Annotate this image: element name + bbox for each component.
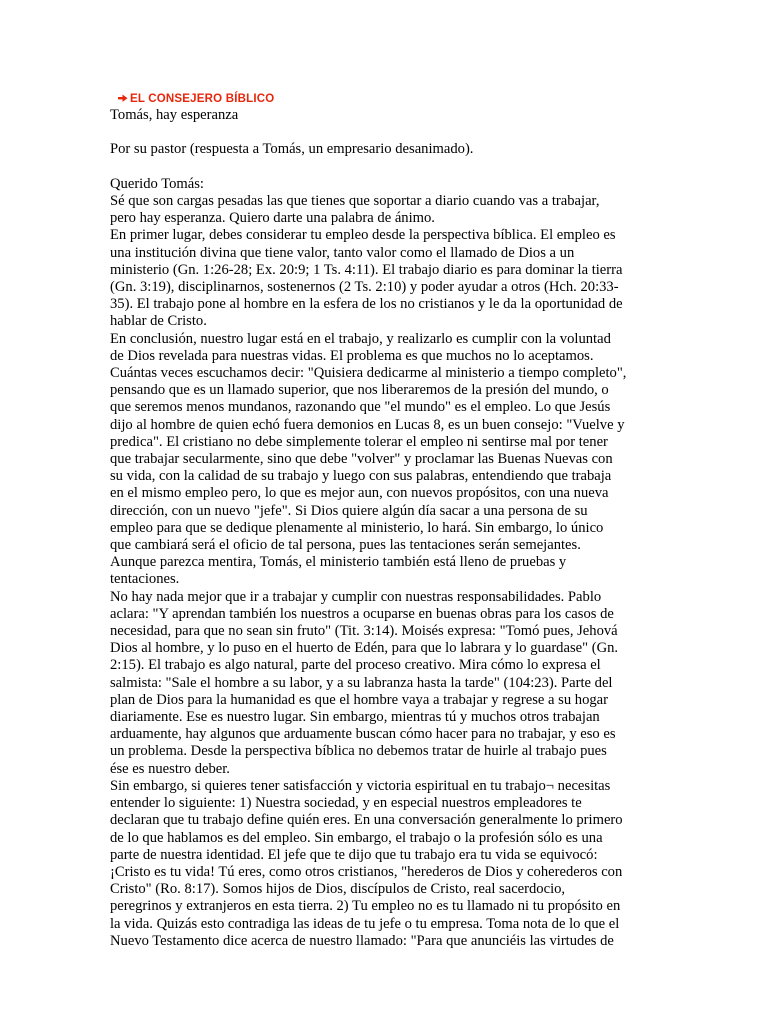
body-line: En primer lugar, debes considerar tu empleo desde la perspectiva bíblica. El empleo es — [110, 227, 616, 244]
body-line: Sin embargo, si quieres tener satisfacción y victoria espiritual en tu trabajo¬ necesitas — [110, 777, 611, 794]
body-line: arduamente, hay algunos que arduamente buscan cómo hacer para no trabajar, y eso es — [110, 726, 616, 743]
body-line: que seremos menos mundanos, razonando que "el mundo" es el empleo. Lo que Jesús — [110, 399, 611, 416]
section-header — [118, 90, 658, 107]
article-byline: Por su pastor (respuesta a Tomás, un empresario desanimado). — [110, 141, 474, 158]
body-line: en el mismo empleo pero, lo que es mejor aun, con nuevos propósitos, con una nueva — [110, 485, 609, 502]
body-line: empleo para que se dedique plenamente al ministerio, lo hará. Sin embargo, lo único — [110, 519, 604, 536]
body-line: entender lo siguiente: 1) Nuestra sociedad, y en especial nuestros empleadores te — [110, 795, 582, 812]
body-line: pensando que es un llamado superior, que nos liberaremos de la presión del mundo, o — [110, 382, 609, 399]
spacer — [110, 124, 658, 141]
body-line: la vida. Quizás esto contradiga las ideas de tu jefe o tu empresa. Toma nota de lo que el — [110, 915, 620, 932]
body-line: una institución divina que tiene valor, tanto valor como el llamado de Dios a un — [110, 244, 575, 261]
body-line: Cuántas veces escuchamos decir: "Quisiera dedicarme al ministerio a tiempo completo", — [110, 365, 627, 382]
section-label: EL CONSEJERO BÍBLICO — [130, 92, 275, 105]
body-line: parte de nuestra identidad. El jefe que te dijo que tu trabajo era tu vida se equivocó: — [110, 846, 598, 863]
body-line: tentaciones. — [110, 571, 180, 588]
article-title: Tomás, hay esperanza — [110, 107, 239, 123]
body-line: ministerio (Gn. 1:26-28; Ex. 20:9; 1 Ts. 4:11). El trabajo diario es para dominar la tierra — [110, 261, 623, 278]
body-line: Aunque parezca mentira, Tomás, el ministerio también está lleno de pruebas y — [110, 554, 567, 571]
letter-greeting: Querido Tomás: — [110, 175, 204, 192]
body-line: que cambiará será el oficio de tal persona, pues las tentaciones serán semejantes. — [110, 537, 581, 554]
body-line: (Gn. 3:19), disciplinarnos, sostenernos (2 Ts. 2:10) y poder ayudar a otros (Hch. 20:33- — [110, 279, 619, 295]
body-line: pero hay esperanza. Quiero darte una palabra de ánimo. — [110, 210, 435, 227]
body-line: de Dios revelada para nuestras vidas. El problema es que muchos no lo aceptamos. — [110, 347, 594, 364]
arrow-right-icon — [118, 93, 128, 103]
body-line: Dios al hombre, y lo puso en el huerto de Edén, para que lo labrara y lo guardase" (Gn. — [110, 640, 619, 657]
body-line: 2:15). El trabajo es algo natural, parte del proceso creativo. Mira cómo lo expresa el — [110, 657, 601, 674]
body-line: salmista: "Sale el hombre a su labor, y a su labranza hasta la tarde" (104:23). Parte del — [110, 674, 613, 691]
body-line: dirección, con un nuevo "jefe". Si Dios quiere algún día sacar a una persona de su — [110, 502, 588, 519]
body-line: un problema. Desde la perspectiva bíblica no debemos tratar de huirle al trabajo pues — [110, 743, 607, 760]
body-line: predica". El cristiano no debe simplemente tolerar el empleo ni sentirse mal por tener — [110, 433, 608, 450]
body-line: Sé que son cargas pesadas las que tienes que soportar a diario cuando vas a trabajar, — [110, 192, 600, 209]
document-page — [110, 90, 658, 950]
body-line: hablar de Cristo. — [110, 313, 207, 330]
body-line: Cristo" (Ro. 8:17). Somos hijos de Dios, discípulos de Cristo, real sacerdocio, — [110, 881, 566, 898]
body-line: No hay nada mejor que ir a trabajar y cumplir con nuestras responsabilidades. Pablo — [110, 588, 602, 605]
body-line: necesidad, para que no sean sin fruto" (Tit. 3:14). Moisés expresa: "Tomó pues, Jehová — [110, 623, 618, 640]
body-line: ¡Cristo es tu vida! Tú eres, como otros cristianos, "herederos de Dios y coherederos con — [110, 863, 623, 880]
body-line: En conclusión, nuestro lugar está en el trabajo, y realizarlo es cumplir con la voluntad — [110, 330, 611, 347]
body-line: declaran que tu trabajo define quién eres. En una conversación generalmente lo primero — [110, 812, 623, 829]
body-line: Nuevo Testamento dice acerca de nuestro llamado: "Para que anunciéis las virtudes de — [110, 932, 614, 949]
body-line: diariamente. Ese es nuestro lugar. Sin embargo, mientras tú y muchos otros trabajan — [110, 709, 600, 726]
body-line: 35). El trabajo pone al hombre en la esfera de los no cristianos y le da la oportunidad de — [110, 296, 623, 313]
body-line: dijo al hombre de quien echó fuera demonios en Lucas 8, es un buen consejo: "Vuelve y — [110, 416, 625, 433]
body-line: plan de Dios para la humanidad es que el hombre vaya a trabajar y regrese a su hogar — [110, 691, 609, 708]
body-line: aclara: "Y aprendan también los nuestros a ocuparse en buenas obras para los casos de — [110, 605, 614, 622]
body-line: ése es nuestro deber. — [110, 760, 230, 777]
body-line: peregrinos y extranjeros en esta tierra. 2) Tu empleo no es tu llamado ni tu propósito en — [110, 898, 621, 915]
body-line: que trabajar secularmente, sino que debe "volver" y proclamar las Buenas Nuevas con — [110, 451, 613, 468]
body-line: de lo que hablamos es del empleo. Sin embargo, el trabajo o la profesión sólo es una — [110, 829, 603, 846]
spacer — [110, 159, 658, 176]
letter-body — [110, 193, 658, 950]
body-line: su vida, con la calidad de su trabajo y luego con sus palabras, entendiendo que trabaja — [110, 468, 612, 485]
